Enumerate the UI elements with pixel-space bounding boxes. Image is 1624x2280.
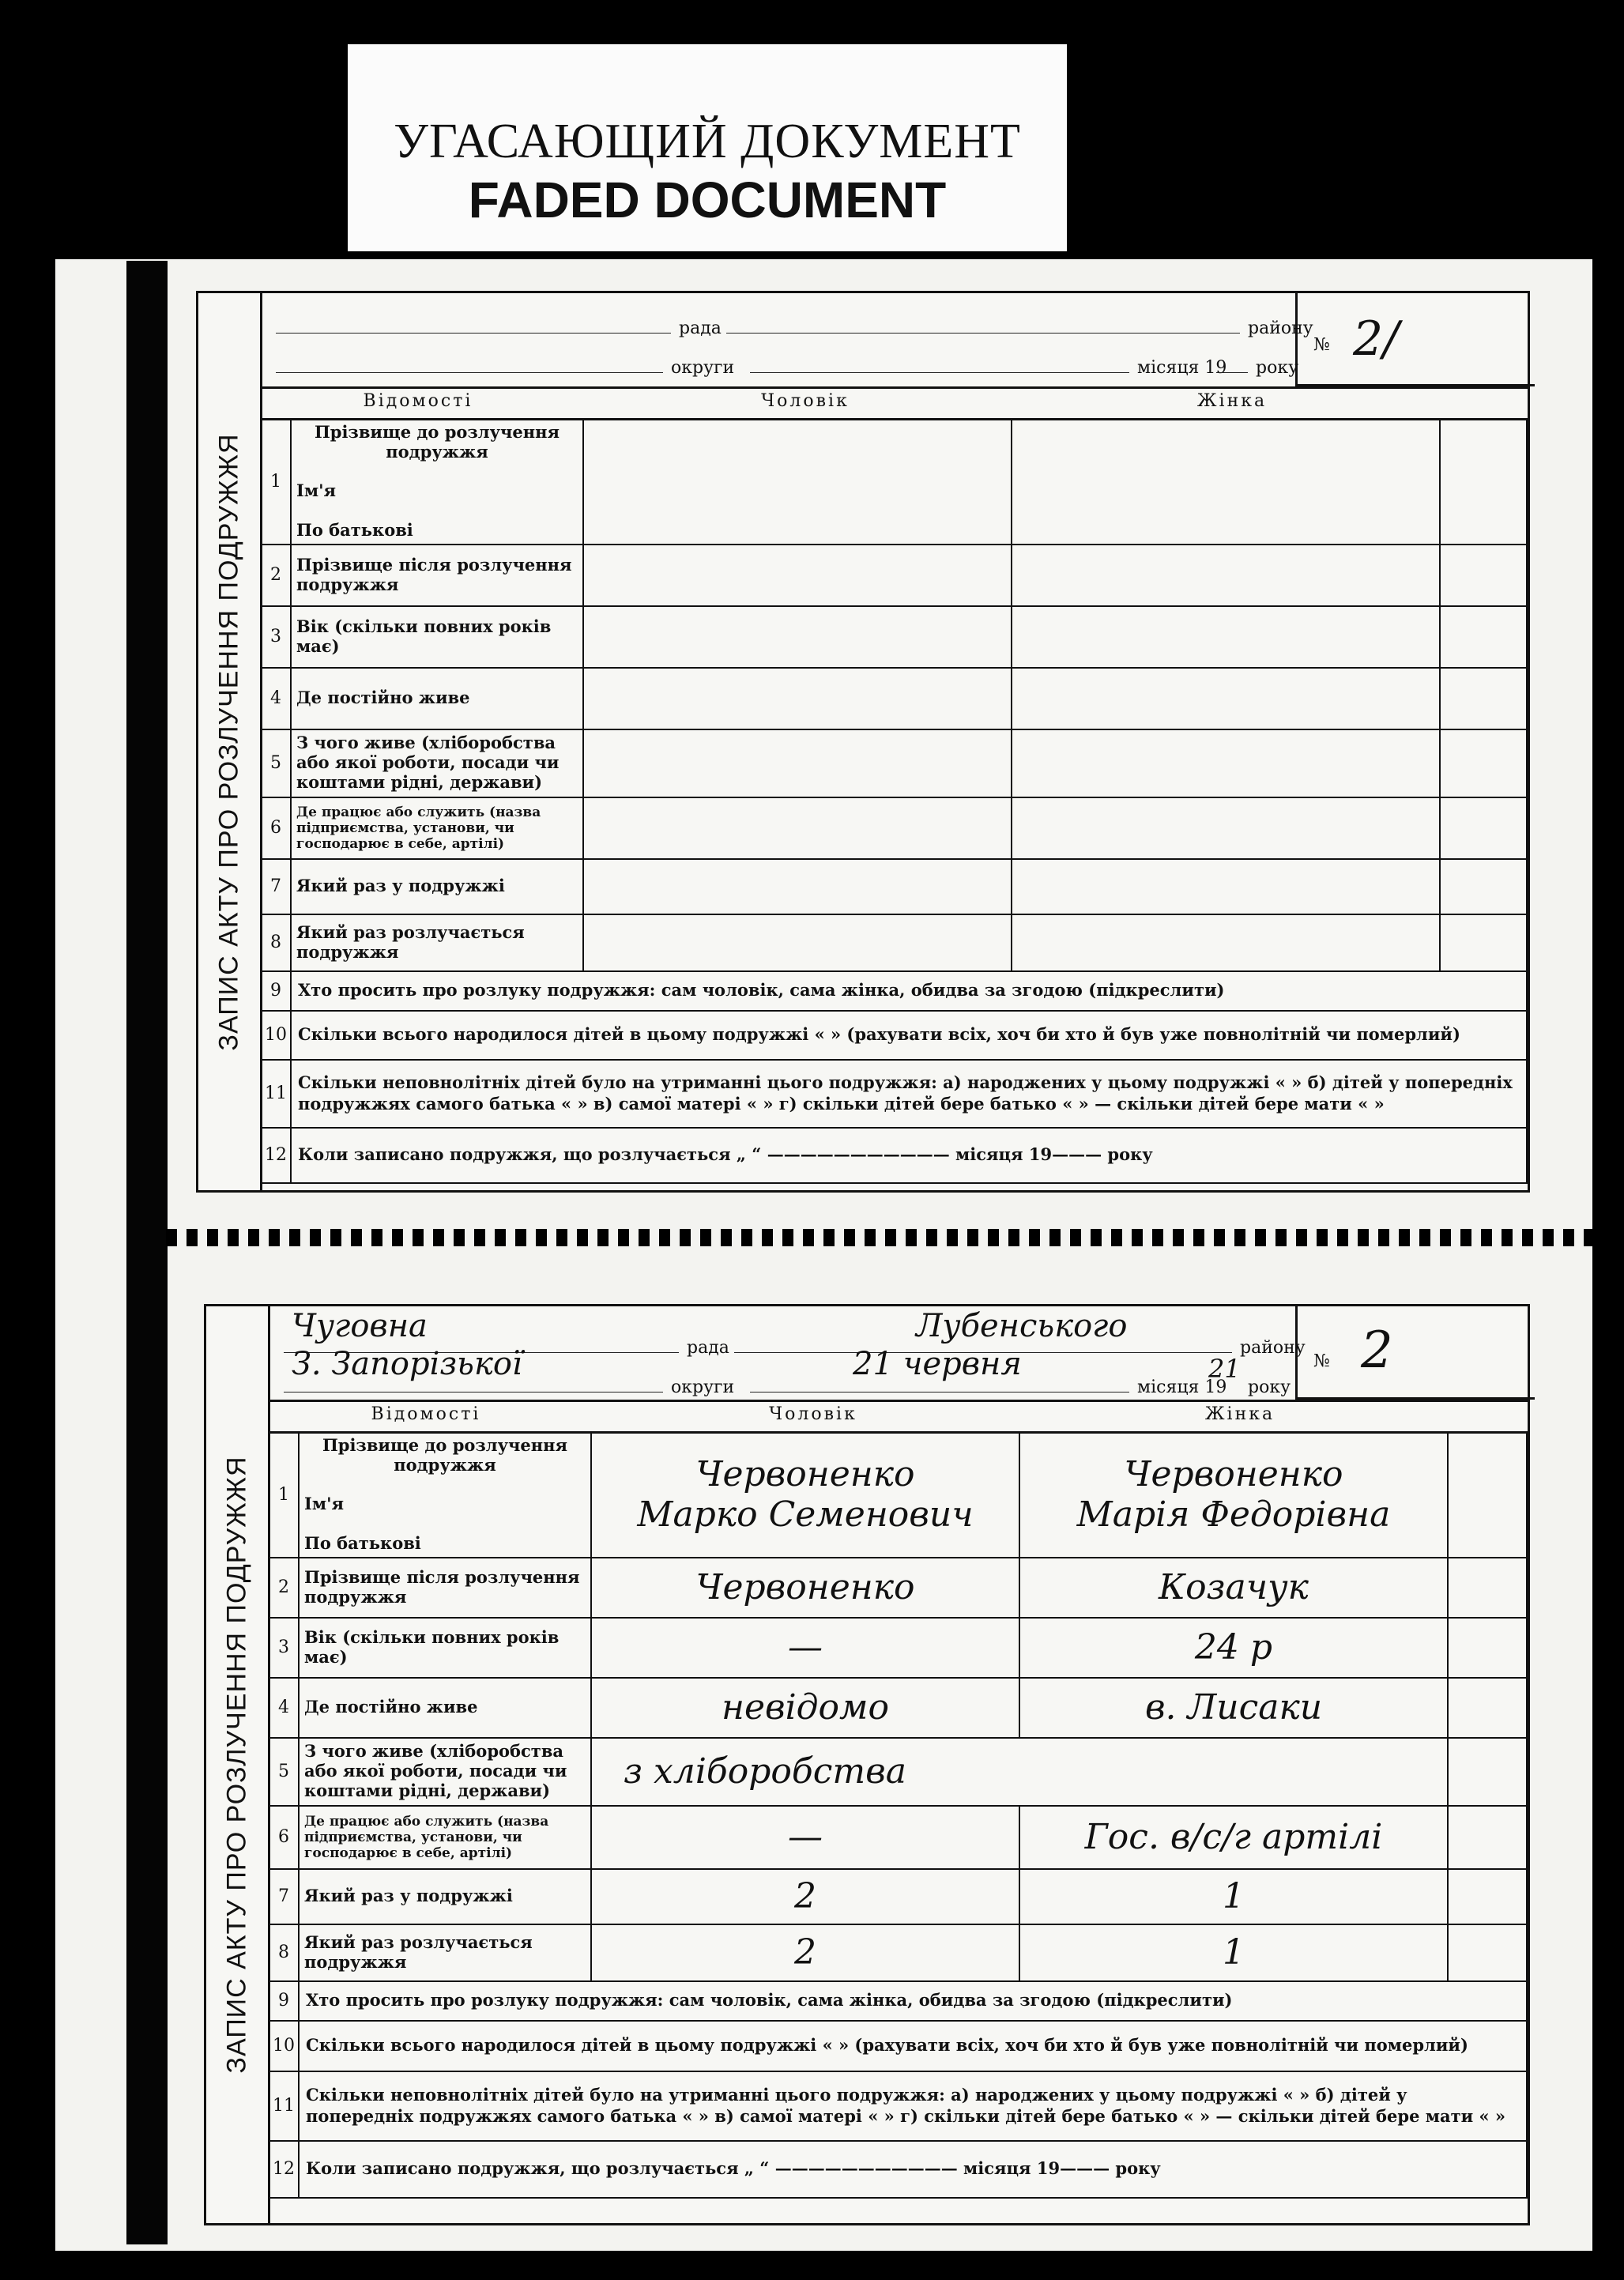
man-marriage-no: 2: [794, 1876, 816, 1917]
man-name: Марко Семенович: [637, 1494, 974, 1536]
man-divorce-no: 2: [794, 1932, 816, 1973]
man-work: —: [788, 1817, 823, 1858]
record-form-2: [204, 1304, 1530, 2225]
column-headers: Відомості Чоловік Жінка: [268, 1400, 1528, 1434]
year-value: 21: [1208, 1354, 1241, 1384]
faded-document-label: [348, 44, 1067, 251]
form-header: рада району округи місяця 19 року № 2/: [260, 293, 1528, 389]
woman-residence: в. Лисаки: [1144, 1687, 1323, 1728]
man-residence: невідомо: [721, 1687, 890, 1728]
woman-marriage-no: 1: [1223, 1876, 1245, 1917]
binding-spine: [126, 261, 168, 2244]
record-table: 1 Прізвище до розлучення подружжя Ім'я По батькові Червоненко Марко Семенович Червоненко Марія Федорівна 2 Прізвище після розлучення подружжя Червоненко Козачук 3 Вік (скільки повних років має) — 24 р 4 Де постійно живе невідомо в. Лисаки 5 З чого живе (хліборобства або якої роботи, посади чи коштами рідні, держави) з хліборобства 6 Де працює або служить (назва підприємства, установи, чи господарює в себе, артілі) — Гос. в/с/г артілі 7 Який раз у подружжі 2 1 8 Який раз розлучається подружжя 2 1 9 Хто просить про розлуку подружжя: сам чоловік, сама жінка, обидва за згодою (підкреслити) 10 Скільки всього народилося дітей в цьому подружжі « » (рахувати всіх, хоч би хто й був уже повнолітній чи померлий) 11 Скільки неповнолітніх дітей було на утриманні цього подружжя: а) народжених у цьому подружжі « » б) дітей у попередніх подружжях самого батька « » в) самої матері « » г) скільки дітей бере батько « » — скільки дітей бере мати « » 12 Коли записано подружжя, що розлучається „ “ ——————————— місяця 19——— року: [268, 1431, 1528, 2199]
date-value: 21 червня: [853, 1346, 1022, 1382]
record-number: 2: [1361, 1321, 1393, 1380]
column-headers: Відомості Чоловік Жінка: [260, 386, 1528, 420]
form-header: Чуговна рада Лубенського району З. Запорізької округи 21 червня місяця 19 21 року № 2: [268, 1306, 1528, 1402]
woman-name: Марія Федорівна: [1076, 1494, 1391, 1536]
record-number: 2/: [1353, 311, 1400, 367]
banner-english: FADED DOCUMENT: [468, 171, 947, 228]
side-title: ЗАПИС АКТУ ПРО РОЗЛУЧЕННЯ ПОДРУЖЖЯ: [198, 293, 262, 1190]
perforation-fold: [166, 1229, 1592, 1246]
record-form-1: [196, 291, 1530, 1193]
woman-age: 24 р: [1194, 1627, 1273, 1668]
banner-russian: УГАСАЮЩИЙ ДОКУМЕНТ: [394, 115, 1021, 168]
rada-value: Чуговна: [292, 1308, 428, 1344]
woman-surname-after: Козачук: [1159, 1567, 1309, 1608]
side-title: ЗАПИС АКТУ ПРО РОЗЛУЧЕННЯ ПОДРУЖЖЯ: [206, 1306, 270, 2223]
man-surname: Червоненко: [695, 1454, 915, 1495]
livelihood: з хліборобства: [624, 1751, 906, 1792]
woman-work: Гос. в/с/г артілі: [1084, 1817, 1383, 1858]
rayon-value: Лубенського: [916, 1308, 1128, 1344]
man-age: —: [788, 1627, 823, 1668]
man-surname-after: Червоненко: [695, 1567, 915, 1608]
woman-divorce-no: 1: [1223, 1932, 1245, 1973]
woman-surname: Червоненко: [1124, 1454, 1343, 1495]
okrug-value: З. Запорізької: [292, 1346, 522, 1382]
record-table: 1 Прізвище до розлучення подружжя Ім'я По батькові 2 Прізвище після розлучення подружжя 3 Вік (скільки повних років має) 4 Де постійно живе 5 З чого живе (хліборобства або якої роботи, посади чи коштами рідні, держави) 6 Де працює або служить (назва підприємства, установи, чи господарює в себе, артілі) 7 Який раз у подружжі 8 Який раз розлучається подружжя 9 Хто просить про розлуку подружжя: сам чоловік, сама жінка, обидва за згодою (підкреслити) 10 Скільки всього народилося дітей в цьому подружжі « » (рахувати всіх, хоч би хто й був уже повнолітній чи померлий) 11 Скільки неповнолітніх дітей було на утриманні цього подружжя: а) народжених у цьому подружжі « » б) дітей у попередніх подружжях самого батька « » в) самої матері « » г) скільки дітей бере батько « » — скільки дітей бере мати « » 12 Коли записано подружжя, що розлучається „ “ ——————————— місяця 19——— року: [260, 418, 1528, 1184]
